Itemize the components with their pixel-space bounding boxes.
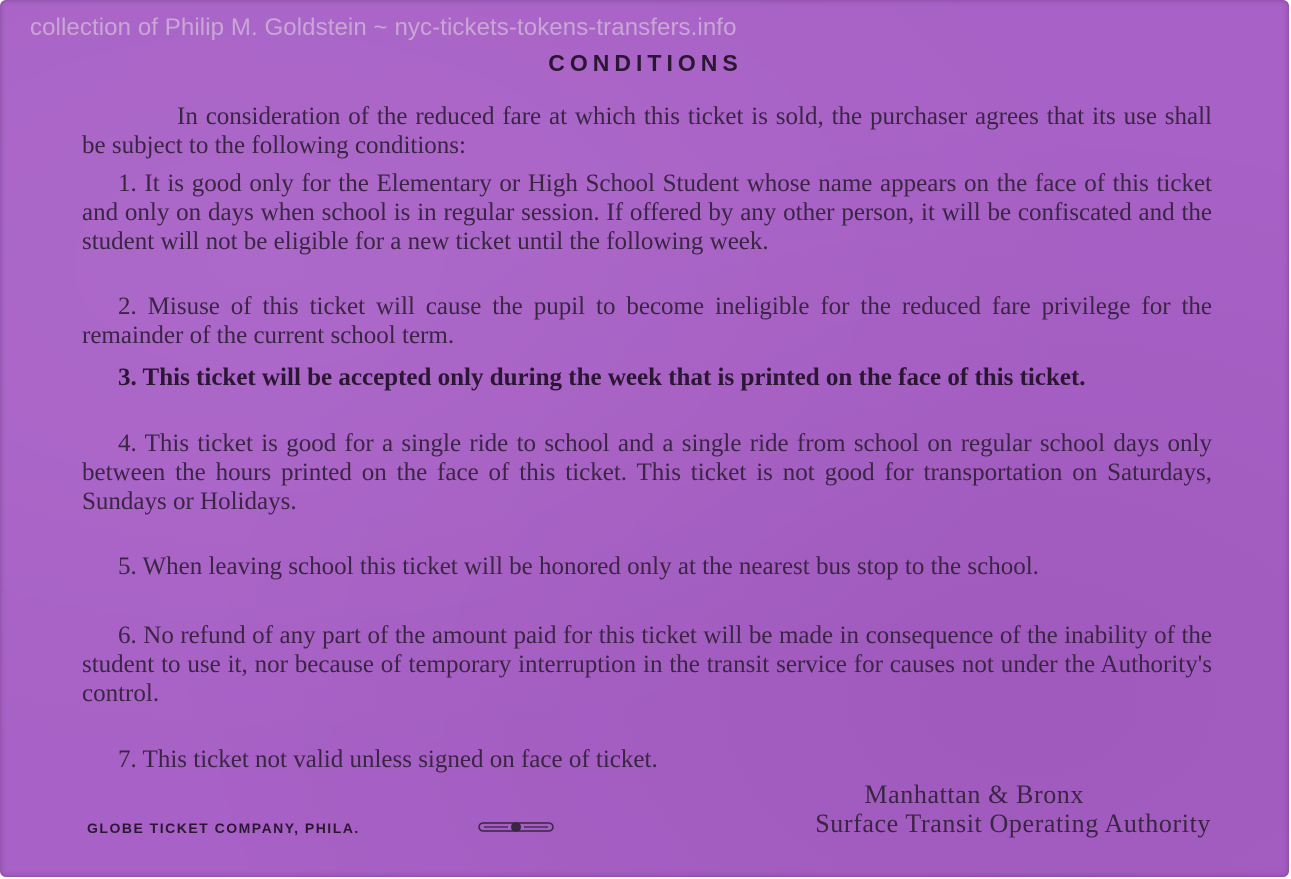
condition-5 [82, 552, 1212, 581]
condition-4 [82, 429, 1212, 516]
page-title: CONDITIONS [548, 50, 743, 76]
condition-text: 1. It is good only for the Elementary or High School Student whose name appears on the face of this ticket and only on days when school is in regular session. If offered by any other person, it will be confiscated and the student will not be eligible for a new ticket until the following week. [82, 170, 1212, 255]
condition-text: 4. This ticket is good for a single ride to school and a single ride from school on regular school days only between the hours printed on the face of this ticket. This ticket is not good for transportation on Saturdays, Sundays or Holidays. [82, 430, 1212, 515]
condition-7 [82, 745, 1212, 774]
condition-text: 6. No refund of any part of the amount paid for this ticket will be made in consequence of the inability of the student to use it, nor because of temporary interruption in the transit service for causes not under the Authority's control. [82, 622, 1212, 707]
condition-2 [82, 292, 1212, 350]
condition-text: 3. This ticket will be accepted only during the week that is printed on the face of this ticket. [118, 364, 1086, 391]
condition-6 [82, 621, 1212, 708]
condition-1 [82, 169, 1212, 256]
printer-credit: GLOBE TICKET COMPANY, PHILA. [87, 820, 360, 836]
condition-text: 2. Misuse of this ticket will cause the pupil to become ineligible for the reduced fare privilege for the remainder of the current school term. [82, 293, 1212, 349]
collection-watermark: collection of Philip M. Goldstein ~ nyc-tickets-tokens-transfers.info [30, 14, 737, 41]
intro-paragraph [82, 102, 1212, 160]
printer-logo-icon [478, 820, 554, 834]
intro-text: In consideration of the reduced fare at which this ticket is sold, the purchaser agrees that its use shall be subject to the following conditions: [82, 103, 1212, 159]
condition-text: 7. This ticket not valid unless signed on face of ticket. [118, 746, 658, 773]
condition-text: 5. When leaving school this ticket will be honored only at the nearest bus stop to the school. [118, 553, 1039, 580]
authority-line-1: Manhattan & Bronx [864, 780, 1084, 809]
authority-line-2: Surface Transit Operating Authority [815, 809, 1211, 838]
condition-3 [82, 363, 1212, 392]
